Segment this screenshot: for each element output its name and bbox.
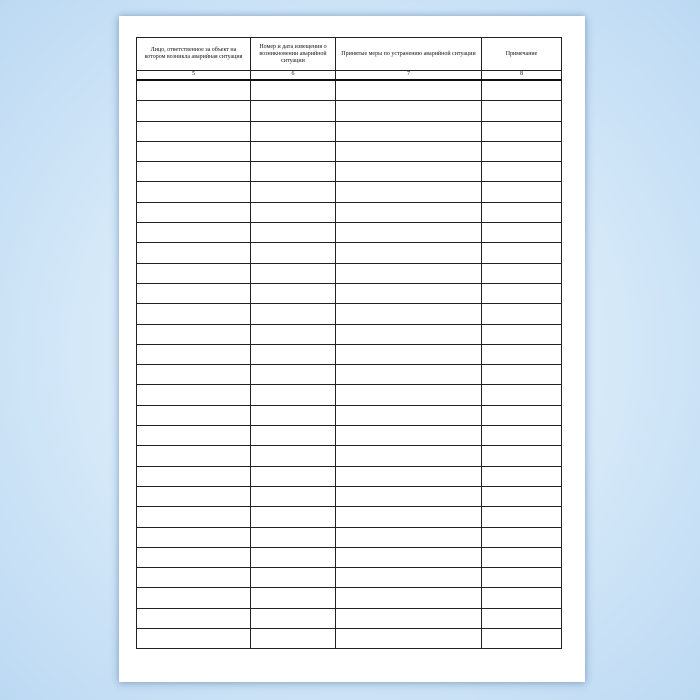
table-cell — [137, 243, 251, 263]
table-cell — [137, 446, 251, 466]
table-row — [137, 365, 562, 385]
table-cell — [482, 243, 562, 263]
table-row — [137, 202, 562, 222]
table-cell — [137, 101, 251, 121]
table-row — [137, 283, 562, 303]
table-row — [137, 527, 562, 547]
table-row — [137, 588, 562, 608]
table-cell — [251, 446, 336, 466]
table-cell — [336, 426, 482, 446]
table-cell — [137, 629, 251, 649]
table-cell — [482, 121, 562, 141]
table-cell — [482, 80, 562, 101]
table-cell — [336, 182, 482, 202]
table-cell — [482, 426, 562, 446]
table-cell — [137, 182, 251, 202]
table-cell — [336, 466, 482, 486]
table-cell — [137, 385, 251, 405]
table-cell — [482, 283, 562, 303]
table-cell — [251, 486, 336, 506]
table-cell — [137, 283, 251, 303]
table-cell — [251, 608, 336, 628]
table-row — [137, 466, 562, 486]
header-responsible-person: Лицо, ответственное за объект на котором возникла аварийная ситуация — [137, 38, 251, 71]
header-note: Примечание — [482, 38, 562, 71]
table-cell — [336, 568, 482, 588]
table-cell — [251, 344, 336, 364]
table-cell — [336, 202, 482, 222]
table-row — [137, 101, 562, 121]
table-cell — [336, 385, 482, 405]
table-cell — [137, 426, 251, 446]
table-cell — [336, 223, 482, 243]
table-cell — [251, 426, 336, 446]
table-row — [137, 629, 562, 649]
table-cell — [482, 324, 562, 344]
table-row — [137, 446, 562, 466]
table-cell — [482, 141, 562, 161]
table-cell — [251, 466, 336, 486]
header-measures-taken: Принятые меры по устранению аварийной ситуации — [336, 38, 482, 71]
table-cell — [336, 80, 482, 101]
table-cell — [336, 283, 482, 303]
column-number: 5 — [137, 71, 251, 81]
column-number: 6 — [251, 71, 336, 81]
table-row — [137, 507, 562, 527]
table-cell — [251, 385, 336, 405]
table-cell — [251, 162, 336, 182]
table-cell — [251, 223, 336, 243]
table-cell — [336, 588, 482, 608]
table-cell — [336, 446, 482, 466]
table-cell — [336, 608, 482, 628]
table-cell — [251, 568, 336, 588]
table-cell — [336, 121, 482, 141]
table-cell — [482, 162, 562, 182]
table-cell — [137, 486, 251, 506]
table-cell — [137, 365, 251, 385]
table-cell — [482, 608, 562, 628]
table-cell — [336, 304, 482, 324]
column-number: 7 — [336, 71, 482, 81]
table-row — [137, 405, 562, 425]
table-cell — [251, 405, 336, 425]
table-cell — [137, 405, 251, 425]
table-cell — [482, 365, 562, 385]
table-cell — [482, 344, 562, 364]
table-cell — [137, 80, 251, 101]
table-cell — [137, 324, 251, 344]
table-cell — [482, 507, 562, 527]
table-row — [137, 324, 562, 344]
table-cell — [336, 486, 482, 506]
table-cell — [482, 588, 562, 608]
table-cell — [336, 324, 482, 344]
table-cell — [482, 405, 562, 425]
table-cell — [482, 629, 562, 649]
table-row — [137, 80, 562, 101]
blank-rows — [137, 80, 562, 649]
table-cell — [251, 80, 336, 101]
table-cell — [336, 629, 482, 649]
table-cell — [336, 263, 482, 283]
table-cell — [137, 608, 251, 628]
table-cell — [336, 527, 482, 547]
table-cell — [137, 588, 251, 608]
table-cell — [137, 527, 251, 547]
table-row — [137, 486, 562, 506]
table-cell — [482, 547, 562, 567]
table-cell — [482, 202, 562, 222]
table-cell — [336, 162, 482, 182]
header-row — [137, 38, 562, 71]
table-cell — [482, 182, 562, 202]
table-cell — [336, 547, 482, 567]
document-page — [119, 16, 585, 682]
column-number-row — [137, 71, 562, 81]
table-cell — [482, 263, 562, 283]
table-cell — [482, 466, 562, 486]
table-cell — [482, 446, 562, 466]
table-cell — [251, 283, 336, 303]
table-row — [137, 547, 562, 567]
table-row — [137, 162, 562, 182]
table-cell — [137, 223, 251, 243]
table-cell — [251, 263, 336, 283]
table-row — [137, 121, 562, 141]
table-cell — [251, 101, 336, 121]
table-cell — [251, 507, 336, 527]
table-cell — [251, 365, 336, 385]
table-cell — [251, 304, 336, 324]
table-cell — [336, 101, 482, 121]
table-row — [137, 182, 562, 202]
table-cell — [251, 121, 336, 141]
table-cell — [336, 365, 482, 385]
table-cell — [251, 202, 336, 222]
table-cell — [137, 202, 251, 222]
table-row — [137, 141, 562, 161]
table-cell — [137, 263, 251, 283]
column-number: 8 — [482, 71, 562, 81]
table-cell — [482, 527, 562, 547]
table-cell — [137, 141, 251, 161]
table-cell — [482, 568, 562, 588]
table-cell — [137, 547, 251, 567]
table-cell — [137, 507, 251, 527]
table-row — [137, 304, 562, 324]
table-cell — [251, 324, 336, 344]
table-cell — [137, 121, 251, 141]
table-row — [137, 263, 562, 283]
table-cell — [251, 527, 336, 547]
table-row — [137, 426, 562, 446]
table-cell — [251, 629, 336, 649]
table-row — [137, 243, 562, 263]
table-cell — [482, 101, 562, 121]
table-cell — [336, 507, 482, 527]
table-cell — [137, 466, 251, 486]
table-cell — [336, 405, 482, 425]
table-cell — [251, 547, 336, 567]
table-cell — [251, 588, 336, 608]
table-row — [137, 568, 562, 588]
header-notice-number-date: Номер и дата извещения о возникновении аварийной ситуации — [251, 38, 336, 71]
incident-log-table — [136, 37, 562, 649]
table-cell — [137, 304, 251, 324]
table-cell — [336, 141, 482, 161]
table-cell — [137, 568, 251, 588]
table-cell — [336, 344, 482, 364]
table-cell — [482, 223, 562, 243]
table-cell — [336, 243, 482, 263]
table-cell — [482, 385, 562, 405]
table-cell — [482, 486, 562, 506]
table-cell — [137, 344, 251, 364]
table-row — [137, 344, 562, 364]
table-cell — [251, 141, 336, 161]
table-cell — [251, 243, 336, 263]
table-row — [137, 385, 562, 405]
table-row — [137, 223, 562, 243]
table-cell — [482, 304, 562, 324]
table-cell — [251, 182, 336, 202]
table-cell — [137, 162, 251, 182]
table-row — [137, 608, 562, 628]
